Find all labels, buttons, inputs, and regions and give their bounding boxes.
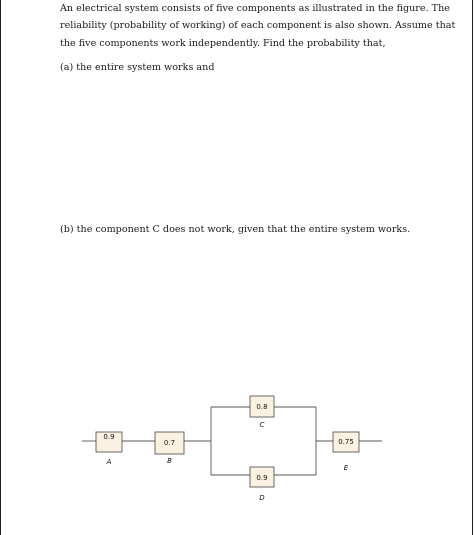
component-d-reliability: 0.9 xyxy=(256,474,268,482)
component-b xyxy=(155,432,184,465)
component-a xyxy=(96,432,122,466)
intro-line-3: the five components work independently. Find the probability that, xyxy=(60,38,386,49)
intro-line-2: reliability (probability of working) of each component is also shown. Assume that xyxy=(60,20,456,31)
component-e xyxy=(333,432,359,472)
component-c xyxy=(250,396,274,429)
component-d-label: D xyxy=(259,494,265,502)
component-b-label: B xyxy=(167,457,172,465)
component-e-label: E xyxy=(343,464,349,472)
intro-line-1: An electrical system consists of five components as illustrated in the figure. The xyxy=(60,3,450,14)
part-a: (a) the entire system works and xyxy=(60,62,215,73)
component-e-reliability: 0.75 xyxy=(338,438,354,446)
component-b-reliability: 0.7 xyxy=(163,439,176,447)
component-c-reliability: 0.8 xyxy=(256,403,268,411)
component-a-reliability: 0.9 xyxy=(103,433,115,441)
part-b: (b) the component C does not work, given that the entire system works. xyxy=(60,224,411,235)
component-c-label: C xyxy=(259,421,265,429)
component-d xyxy=(250,467,274,502)
component-a-label: A xyxy=(106,458,112,466)
